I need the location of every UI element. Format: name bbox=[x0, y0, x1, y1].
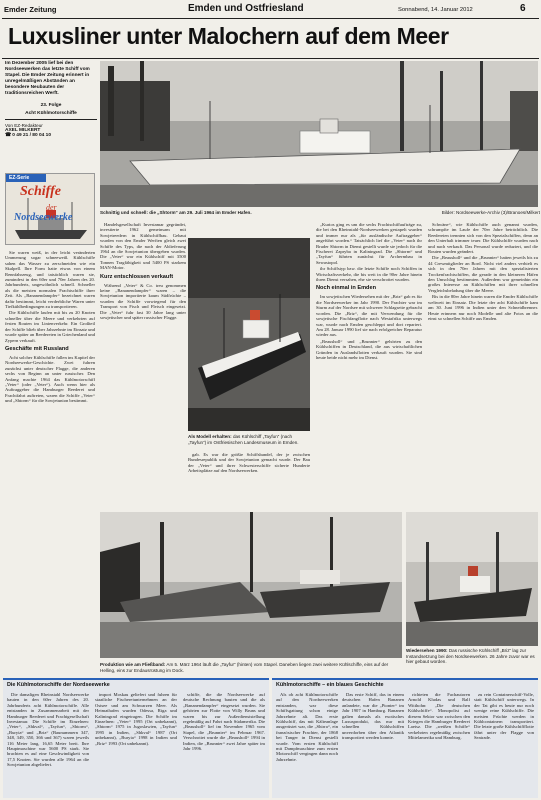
paragraph: Schwäne“, wie Kühlschiffe auch genannt wurden, schrumpfte im Laufe der 70er Jahre beträchtlich. Die Reedereien trennten sich von den Spezialschiffen, denn an den Unterhalt trimmer teuer. Die Kühlschiffe wurden nach und nach verkauft. Das Personal wurde reduziert, und die Routen wurden geändert. bbox=[428, 222, 538, 255]
series-badge-title2: der bbox=[46, 203, 57, 212]
paragraph: zu rein Containerschiff-Volle, statt Kühlschiff unterwegs. In der Tat gibt es heute nur noch wenige reine Kühlschiffe. Die meisten Früchte werden in Kühlcontainern transportiert. Die letzte große Kühlschiffflotte fährt unter der Flagge von Seatrade. bbox=[474, 692, 534, 741]
section-label: Emder Zeitung bbox=[4, 5, 57, 14]
paragraph: „Kurios ging es um die sechs Frachtschiffaufträge zu, die bei den Rheinstahl-Nordseewerken gestapelt wurden und immer nur als „für ausländische Auftraggeber“ angeführt worden.“ Tatsächlich lief die „Veter“ nach ihr Bruder Shtorm in Dienst gestellt wurde sie jedoch für die Fischerei Zapryba in Kaliningrad. Die „Shtorm“ und „Tayfun“ führten zunächst für Archermbau in Sewastopol. bbox=[316, 222, 422, 265]
paragraph: Acht solcher Kühlschiffe fallen ins Kapitel der Nordseewerke-Geschichte. Zwei fuhren zunächst unter deutscher Flagge, die anderen sechs von Beginn an unter russischer. Den Anfang machte 1964 das Kühlmotorschiff „Veter“ (oder „Veter“). Auch wenn hier als Auftraggeber die Hamburger Reederei und Frachtfahrt auftreten, waren die Schiffe „Veter“ und „Shtorm“ für die Sowjetunion bestimmt. bbox=[5, 354, 95, 404]
caption-lead: Als Modell erhalten: bbox=[188, 434, 232, 439]
paragraph: gab. Es war die größte Schiffsbandel, der je zwischen Bundesrepublik und der Sowjetunion gemacht wurde. Der Bau der „Veter“ und ihrer Schwesterschiffe sicherte Hunderte Arbeitsplätze auf den Nordseewerken. bbox=[188, 452, 310, 474]
paragraph: Als ob acht Kühlmotorschiffe auf den Nordseewerken entstanden, war diese Schiffsgattung schon einige Jahrzehnte alt. Das erste Kühlschiff, das mit Kälteanlage ausgerüstet war, die „Shirra“, ein französischer Frachter, der 1868 bei Tanger in Dienst gestellt wurde. Vom ersten Kühlschiff mit Dampfmaschine zum ersten Motorschiff vergingen dann noch Jahrzehnte. bbox=[276, 692, 338, 762]
photo-credit: Bilder: Nordseewerke-Archiv (3)/Branoes/Milkert bbox=[441, 210, 540, 215]
box-title: Die Kühlmotorschiffe der Nordseewerke bbox=[7, 682, 110, 688]
series-badge-title1: Schiffe bbox=[20, 184, 61, 199]
photo-caption-top: Schnittig und schnell: die „Shtorm“ am 29. Juli 1964 im Emder Hafen. bbox=[100, 210, 252, 215]
article-column-3 bbox=[316, 222, 422, 502]
box-column-2 bbox=[95, 692, 177, 798]
ship-photo-image bbox=[100, 61, 538, 207]
section-title: Emden und Ostfriesland bbox=[188, 3, 304, 14]
info-box-left bbox=[3, 678, 269, 798]
issue-date: Sonnabend, 14. Januar 2012 bbox=[398, 7, 473, 13]
photo-caption-harbor bbox=[100, 662, 402, 673]
author-name: AXEL MILKERT bbox=[5, 128, 41, 133]
series-part: 23. Folge bbox=[40, 103, 62, 108]
author-prefix: Von EZ-Redakteur bbox=[5, 123, 43, 128]
subhead-verkauft: Kurz entschlossen verkauft bbox=[100, 273, 174, 280]
series-badge bbox=[5, 173, 95, 245]
intro-block bbox=[5, 61, 97, 171]
box-column-3 bbox=[183, 692, 265, 798]
paragraph: Das erste Schiff, das in einem deutschen Hafen Bananen anlandete, war die „Pionier“ im Jahr 1907 in Hamburg. Bananen galten damals als exotisches Luxusprodukt, das nur mit schnellen Kühlschiffen unverdorben über den Atlantik transportiert werden konnte. bbox=[342, 692, 404, 741]
photo-briz-1990 bbox=[406, 512, 538, 646]
article-column-2c bbox=[188, 452, 310, 500]
paragraph: Sie waren weiß, in der leicht veränderten Ummerung sogar schneeweiß. Kühlschiffe sahen das Wasser zu zerschneiden wie ein Skalpell. Ihre Form hatte etwas von einem Rennfahrzeug, und tatsächlich waren sie, zumindest in den 60er und 70er Jahren des 20. Jahrhunderts, ungewöhnlich schnell. Schneller als die meisten normalen Frachtschiffe ihrer Zeit. Als „Bananendampfer“ bezeichnet waren dafür bestimmt, leicht verderbliche Waren unter Tiefkühlbedingungen zu transportieren. bbox=[5, 250, 95, 310]
model-photo-image bbox=[188, 238, 310, 431]
box-title: Kühlmotorschiffe – ein blaues Geschichte bbox=[276, 682, 384, 688]
page-number: 6 bbox=[520, 3, 526, 14]
subhead-emden: Noch einmal in Emden bbox=[316, 285, 376, 292]
box-column-1 bbox=[276, 692, 338, 798]
photo-caption-model bbox=[188, 434, 310, 445]
article-column-2 bbox=[100, 222, 186, 417]
paragraph: „Beausholl“ und „Brunnier“ gehörten zu den Kühlschiffen in Deutschland, die aus wirtschaftlichen Gründen in Auslandsflotten verkauft wurden. Sie sind heute beide nicht mehr im Dienst. bbox=[316, 338, 422, 360]
info-box-right bbox=[272, 678, 538, 798]
caption-text: das Kühlschiff „Tayfun“ (nach „Tayfun“) im Ostfriesischen Landesmuseum in Emden. bbox=[188, 434, 299, 445]
harbor-photo-image bbox=[100, 512, 402, 658]
headline: Luxusliner unter Malochern auf dem Meer bbox=[8, 23, 449, 49]
paragraph: Die damaligen Rheinstahl Nordseewerke bauten in den 60er Jahren des 20. Jahrhunderts acht Kühlmotorschiffe. Alle entstanden in Zusammenarbeit mit der Hamburger Reederei und Frachtgesellschaft Investamar. Die Schiffe im Einzelnen: „Veter“, „Shkval“, „Tayfun“, „Shtorm“, „Buryia“ und „Briz“ (Baunummern 347, 348, 349, 350, 366 und 367) waren jeweils 116 Meter lang, 16,65 Meter breit. Ihre Hauptmaschine war 5600 PS stark. Sie brachten es auf eine Geschwindigkeit von 17,5 Knoten. Sie wurden alle 1964 an die Sowjetunion abgeliefert. bbox=[7, 692, 89, 768]
photo-harbor-launch bbox=[100, 512, 402, 658]
caption-text: Am 5. März 1964 läuft die „Tayfur“ (hinten) vom Stapel. Daneben liegen zwei weitere Kühlschiffe, eins auf der Helling, eins zur Endausrüstung im Dock. bbox=[100, 662, 389, 673]
article-column-1 bbox=[5, 250, 95, 510]
paragraph: schiffe, die die Nordseewerke auf deutsche Rechnung bauten und die als „Bananendampfer“ eingesetzt wurden. Sie gehörten zur Flotte von Willy Bruns und waren bis zur Außerdienststellung regelmäßig auf Fahrt nach Südamerika. Die „Beausholl“ lief im November 1965 vom Stapel, die „Brunnier“ im Februar 1967. Verschrottet wurde die „Beausholl“ 1994 in Indien, die „Brunnier“ zwei Jahre später im Jahr 1996. bbox=[183, 692, 265, 752]
series-badge-title3: Nordseewerke bbox=[14, 212, 73, 223]
page-header bbox=[0, 0, 541, 20]
photo-shtorm-harbor bbox=[100, 61, 538, 207]
paragraph: Die Kühlschiffe laufen mit bis zu 20 Knoten schneller über die Meere und verkehrten auf festen Routen im Linienverkehr. Ein Großteil der Schiffe blieb über Jahrzehnte im Einsatz und wurde später an Reedereien in Griechenland und Zypern verkauft. bbox=[5, 310, 95, 343]
paragraph: Bis in die 80er Jahre hinein waren die Emder Kühlschiffe weltweit im Einsatz. Die letzte der acht Kühlschiffe kam am 30. Juni 1996 in Indien unter den Schneidbrenner. Heute erinnern nur noch Modelle und alte Fotos an die einst so schnellen Schiffe aus Emden. bbox=[428, 294, 538, 321]
photo-caption-briz bbox=[406, 648, 538, 665]
article-column-4 bbox=[428, 222, 538, 502]
paragraph: ihr Schiffstyp bzw. die letzte Schiffe noch Schiffen in Wirtschaftsverkehr, die bis weit in die 90er Jahre hinein ihren Dienst versahen, ehe sie verschrottet wurden. bbox=[316, 266, 422, 283]
paragraph: Im sowjetischen Wiedersehen mit der „Briz“ gab es für die Nordseewerker im Jahr 1990. Der Frachter war im Sturm auf der Nordsee mit schwerer Schlagseite gebracht worden. Die „Briz“, die mit Verwendung für die sowjetische Fischfangflotte nach Westafrika unterwegs war, wurde nach Emden geschleppt und dort repariert. Am 28. Januar 1990 lief sie nach erfolgreicher Reparatur wieder aus. bbox=[316, 294, 422, 338]
paragraph: Die „Beausholl“ und die „Brunnier“ hatten jeweils bis zu 44 Crewmitglieder an Bord. Nicht viel anders verhielt es sich in den 70er Jahren mit den spezialisierten Trockenfrachtschiffen, die gerade in den kleineren Häfen den Umschlag bestimmten. Außerdem war gemeinhin ein großes Interesse an Kühlschiffen mit ihrer schnellen Vergleichsbeladung über die Meere. bbox=[428, 255, 538, 293]
paragraph: import Moskau geliefert und fuhren für staatliche Fischereiunternehmen an der Ostsee und am Schwarzen Meer. Als Heimathafen wurden Odessa, Riga und Kaliningrad eingetragen. Die Schiffe im Einzelnen: „Veter“ 1995 (Ort unbekannt), „Shtorm“ 1975 in Jugoslawien, „Tayfun“ 1995 in Indien, „Shkval“ 1987 (Ort unbekannt), „Buryia“ 1998 in Indien und „Briz“ 1993 (Ort unbekannt). bbox=[95, 692, 177, 746]
box-column-4 bbox=[474, 692, 534, 798]
series-badge-label: EZ-Serie bbox=[6, 174, 46, 182]
box-column-3 bbox=[408, 692, 470, 798]
caption-lead: Produktion wie am Fließband: bbox=[100, 662, 166, 667]
intro-text: Im Dezember 2005 lief bei den Nordseewerken das letzte Schiff vom Stapel. Die Emder Zeitung erinnert in unregelmäßigen Abständen an besondere Neubauten der traditionsreichen Werft. bbox=[5, 61, 90, 96]
paragraph: Während „Veter“ & Co. treu genommen keine „Bananendampfer“ waren – die Sowjetunion importierte kaum Südfrüchte – wurden die Schiffe vorwiegend für den Transport von Fisch und Fleisch eingesetzt. Die „Veter“ fuhr fast 30 Jahre lang unter sowjetischer und später russischer Flagge. bbox=[100, 282, 186, 321]
paragraph: Handelsgesellschaft Investamar gegründet, investierte 1962 gemeinsam mit Sowjetreedern in Kühlschiffbau. Gebaut wurden von den Emder Werften gleich zwei Schiffe des Typs, die nach der Ablieferung 1964 an die Sowjetunion übergeben wurden. Die „Veter“ war ein Kühlschiff mit 3500 Tonnen Tragfähigkeit und 5400 PS starkem MAN-Motor. bbox=[100, 222, 186, 271]
box-column-2 bbox=[342, 692, 404, 798]
briz-photo-image bbox=[406, 512, 538, 646]
box-column-1 bbox=[7, 692, 89, 798]
subhead-russland: Geschäfte mit Russland bbox=[5, 345, 69, 352]
author-phone: ☎ 0 49 21 / 80 04 10 bbox=[5, 133, 51, 138]
caption-lead: Wiedersehen 1990: bbox=[406, 648, 448, 653]
paragraph: richteten die Fachautoren Arnold Kludas und Ralf Witthohn: „Die deutschen Kühlschiffe“. Monopolist auf diesem Sektor war zwischen den Kriegen die Hamburger Reederei Laeisz. Die „weißen Schiffe“ verkehrten regelmäßig zwischen Mittelamerika und Hamburg. bbox=[408, 692, 470, 741]
article-column-2b bbox=[100, 421, 186, 491]
caption-text: Das russische Kühlschiff „Briz“ lag zur Instandsetzung bei den Nordseewerken. 26 Jahre zuvor war es hier gebaut worden. bbox=[406, 648, 535, 665]
photo-ship-model bbox=[188, 238, 310, 431]
series-subject: Acht Kühlmotorschiffe bbox=[25, 111, 77, 116]
